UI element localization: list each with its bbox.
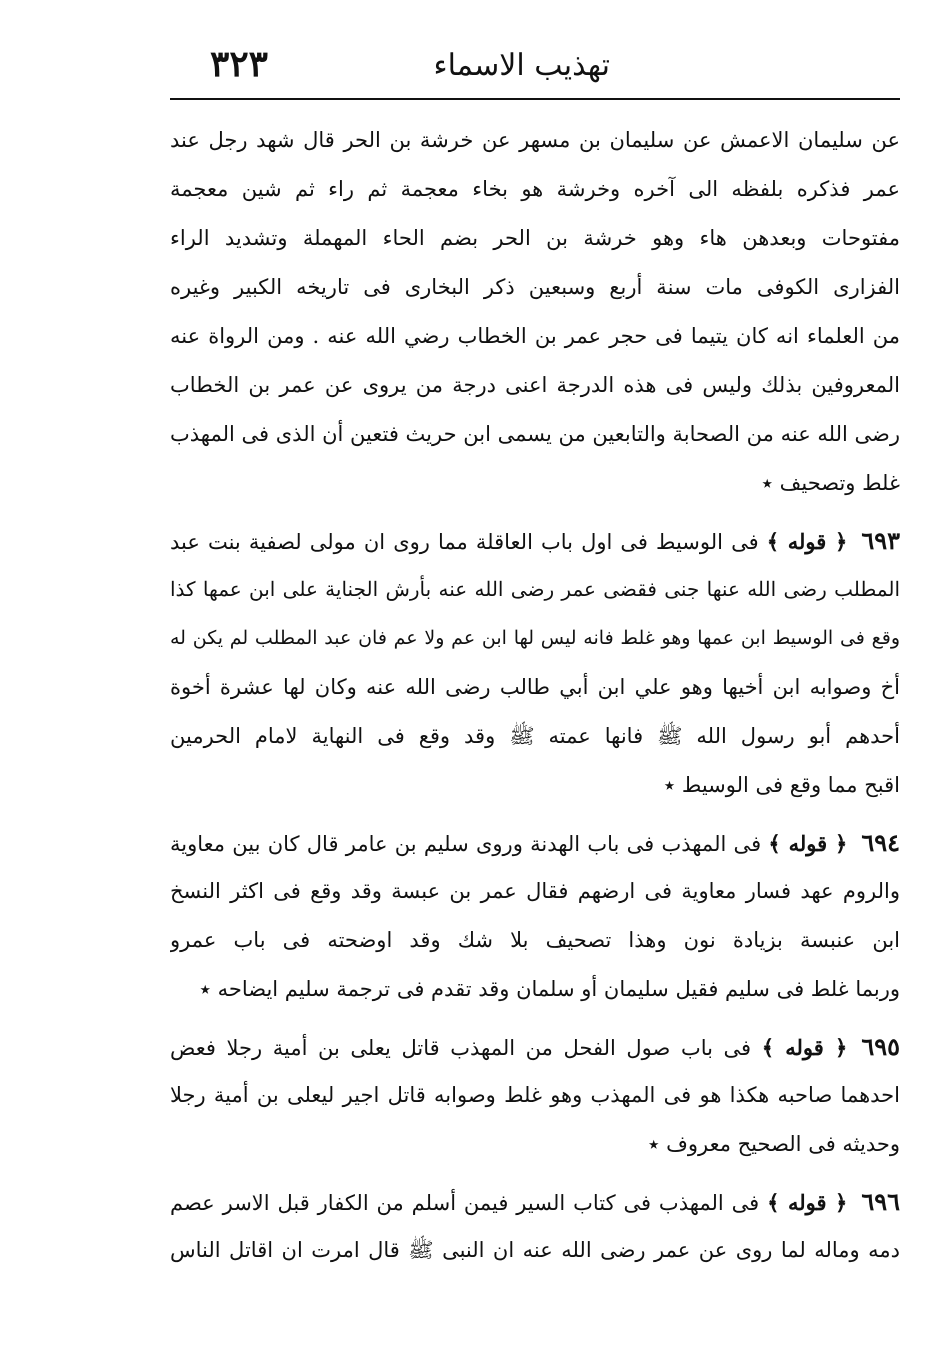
entry-first-line	[170, 516, 900, 565]
text-line: دمه وماله لما روى عن عمر رضى الله عنه ان النبى ﷺ قال امرت ان اقاتل الناس	[170, 1238, 900, 1262]
text-line: أحدهم أبو رسول الله ﷺ فانها عمته ﷺ وقد وقع فى النهاية لامام الحرمين	[170, 724, 900, 748]
entry-number: ٦٩٦	[861, 1187, 900, 1216]
text-fragment: فى الوسيط فى اول باب العاقلة مما روى ان مولى لصفية بنت عبد	[170, 530, 759, 554]
entry-number: ٦٩٣	[861, 526, 900, 555]
text-line: والروم عهد فسار معاوية فى ارضهم فقال عمر بن عبسة وقد وقع فى اكثر النسخ	[170, 879, 900, 903]
text-fragment: فى المهذب فى كتاب السير فيمن أسلم من الكفار قبل الاسر عصم	[170, 1191, 760, 1215]
entry-696	[170, 1177, 900, 1275]
entry-first-line	[170, 818, 900, 867]
text-line: أخ وصوابه ابن أخيها وهو علي ابن أبي طالب رضى الله عنه وكان لها عشرة أخوة	[170, 675, 900, 699]
entry-number: ٦٩٥	[861, 1032, 900, 1061]
text-fragment: فى المهذب فى باب الهدنة وروى سليم بن عامر قال كان بين معاوية	[170, 832, 762, 856]
entry-quote-marker: ﴿ قوله ﴾	[766, 529, 848, 554]
text-line: من العلماء انه كان يتيما فى حجر عمر بن الخطاب رضي الله عنه . ومن الرواة عنه	[170, 324, 900, 348]
text-line: مفتوحات وبعدهن هاء وهو خرشة بن الحر بضم الحاء المهملة وتشديد الراء	[170, 226, 900, 250]
entry-first-line	[170, 1022, 900, 1071]
text-line: اقبح مما وقع فى الوسيط ٭	[663, 773, 900, 797]
entry-quote-marker: ﴿ قوله ﴾	[768, 831, 848, 856]
text-line: الفزارى الكوفى مات سنة أربع وسبعين ذكر البخارى فى تاريخه الكبير وغيره	[170, 275, 900, 299]
entry-first-line	[170, 1177, 900, 1226]
text-line: غلط وتصحيف ٭	[761, 471, 900, 495]
text-line: المعروفين بذلك وليس فى هذه الدرجة اعنى درجة من يروى عن عمر بن الخطاب	[170, 373, 900, 397]
text-line: وحديثه فى الصحيح معروف ٭	[647, 1132, 900, 1156]
text-line: وربما غلط فى سليم فقيل سليمان أو سلمان وقد تقدم فى ترجمة سليم ايضاحه ٭	[199, 977, 900, 1001]
body-text	[170, 116, 900, 1275]
entry-number: ٦٩٤	[861, 828, 900, 857]
book-page	[170, 40, 900, 1310]
entry-695	[170, 1022, 900, 1169]
text-fragment: فى باب صول الفحل من المهذب قاتل يعلى بن أمية رجلا فعض	[170, 1036, 752, 1060]
text-line: المطلب رضى الله عنها جنى فقضى عمر رضى الله عنه بأرش الجناية على ابن عمها كذا	[170, 577, 900, 601]
text-line: احدهما صاحبه هكذا هو فى المهذب وهو غلط وصوابه قاتل اجير ليعلى بن أمية رجلا	[170, 1083, 900, 1107]
text-line: عن سليمان الاعمش عن سليمان بن مسهر عن خرشة بن الحر قال شهد رجل عند	[170, 128, 900, 152]
text-line: رضى الله عنه من الصحابة والتابعين من يسمى ابن حريث فتعين أن الذى فى المهذب	[170, 422, 900, 446]
running-title: تهذيب الاسماء	[433, 48, 610, 83]
page-header	[170, 40, 900, 100]
page-number: ٣٢٣	[210, 43, 269, 85]
text-line: عمر فذكره بلفظه الى آخره وخرشة هو بخاء معجمة ثم راء ثم شين معجمة	[170, 177, 900, 201]
paragraph-continuation	[170, 116, 900, 508]
text-line: ابن عنبسة بزيادة نون وهذا تصحيف بلا شك وقد اوضحته فى باب عمرو	[170, 928, 900, 952]
entry-694	[170, 818, 900, 1014]
entry-quote-marker: ﴿ قوله ﴾	[761, 1035, 848, 1060]
entry-693	[170, 516, 900, 810]
text-line: وقع فى الوسيط ابن عمها وهو غلط فانه ليس لها ابن عم ولا عم فان عبد المطلب لم يكن له	[170, 627, 900, 649]
entry-quote-marker: ﴿ قوله ﴾	[767, 1190, 848, 1215]
